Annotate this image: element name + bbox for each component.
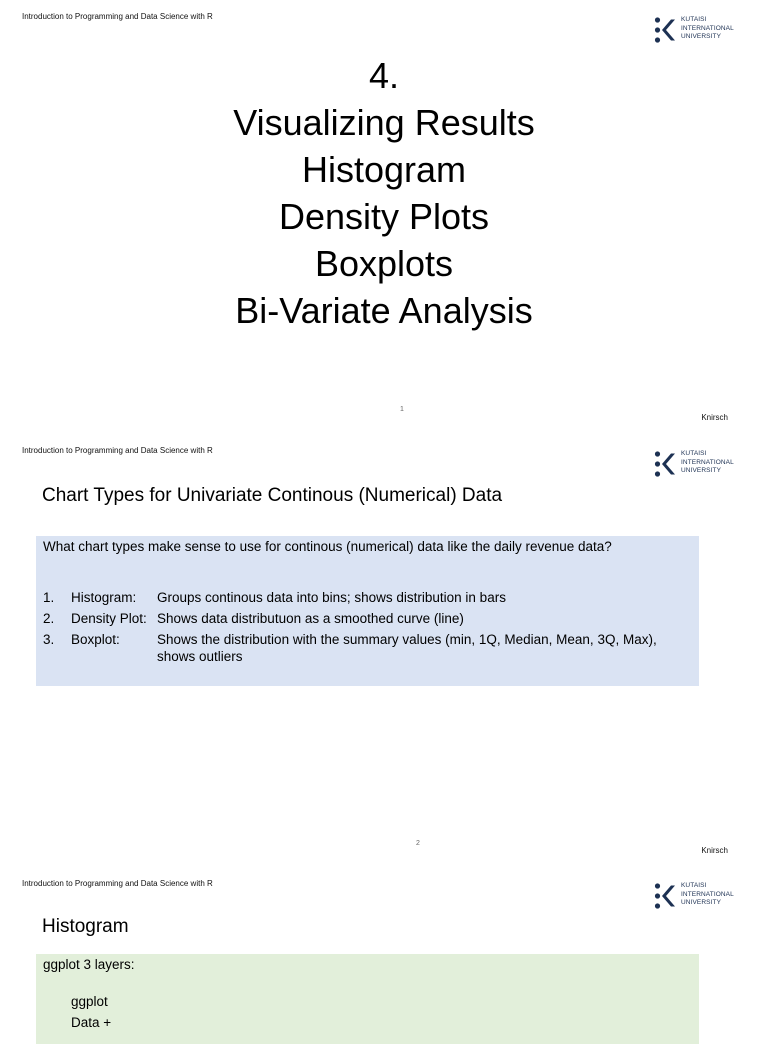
title-line: Bi-Variate Analysis xyxy=(235,290,533,331)
slide-3 xyxy=(0,868,768,1030)
item-description: Groups continous data into bins; shows distribution in bars xyxy=(157,590,506,605)
box-line: Data + xyxy=(71,1015,112,1030)
page-number: 1 xyxy=(400,406,404,413)
item-number: 2. xyxy=(43,611,55,626)
item-term: Density Plot: xyxy=(71,611,147,626)
title-line: Histogram xyxy=(301,149,467,190)
logo-line-2: INTERNATIONAL xyxy=(681,24,734,32)
kiu-logo-icon xyxy=(654,16,676,44)
logo-line-3: UNIVERSITY xyxy=(681,899,722,907)
kiu-logo-icon xyxy=(654,450,676,478)
title-line: Visualizing Results xyxy=(233,102,535,143)
section-title: Histogram xyxy=(42,916,129,937)
list-item xyxy=(43,631,693,665)
slide-title xyxy=(0,52,768,334)
logo-line-2: INTERNATIONAL xyxy=(681,890,734,898)
course-header: Introduction to Programming and Data Science with R xyxy=(22,12,213,21)
slide-2 xyxy=(0,434,768,868)
item-description: Shows the distribution with the summary values (min, 1Q, Median, Mean, 3Q, Max), shows outliers xyxy=(157,632,657,664)
course-header: Introduction to Programming and Data Science with R xyxy=(22,446,213,455)
logo-text xyxy=(681,450,734,476)
title-line: 4. xyxy=(368,55,400,96)
section-title: Chart Types for Univariate Continous (Numerical) Data xyxy=(42,485,503,506)
title-line: Boxplots xyxy=(314,243,454,284)
box-line: ggplot 3 layers: xyxy=(43,957,135,972)
item-term: Boxplot: xyxy=(71,632,120,647)
author: Knirsch xyxy=(701,846,728,855)
question-box xyxy=(36,536,699,686)
logo-line-1: KUTAISI xyxy=(681,882,707,889)
kiu-logo-icon xyxy=(654,882,676,910)
question-text: What chart types make sense to use for continous (numerical) data like the daily revenue data? xyxy=(43,539,612,554)
logo-line-1: KUTAISI xyxy=(681,16,707,23)
logo-line-2: INTERNATIONAL xyxy=(681,458,734,466)
item-term: Histogram: xyxy=(71,590,137,605)
list-item xyxy=(43,610,693,627)
logo-text xyxy=(681,16,734,42)
university-logo xyxy=(654,882,744,910)
logo-line-3: UNIVERSITY xyxy=(681,33,722,41)
list-item xyxy=(43,589,693,606)
logo-line-3: UNIVERSITY xyxy=(681,467,722,475)
university-logo xyxy=(654,16,744,44)
item-number: 3. xyxy=(43,632,55,647)
code-box xyxy=(36,954,699,1044)
course-header: Introduction to Programming and Data Science with R xyxy=(22,879,213,888)
logo-line-1: KUTAISI xyxy=(681,450,707,457)
slide-1 xyxy=(0,0,768,434)
page-number: 2 xyxy=(416,840,420,847)
logo-text xyxy=(681,882,734,908)
title-line: Density Plots xyxy=(278,196,490,237)
chart-type-list xyxy=(43,589,693,669)
author: Knirsch xyxy=(701,413,728,422)
box-line: ggplot xyxy=(71,994,108,1009)
item-description: Shows data distributuon as a smoothed curve (line) xyxy=(157,611,464,626)
university-logo xyxy=(654,450,744,478)
item-number: 1. xyxy=(43,590,55,605)
